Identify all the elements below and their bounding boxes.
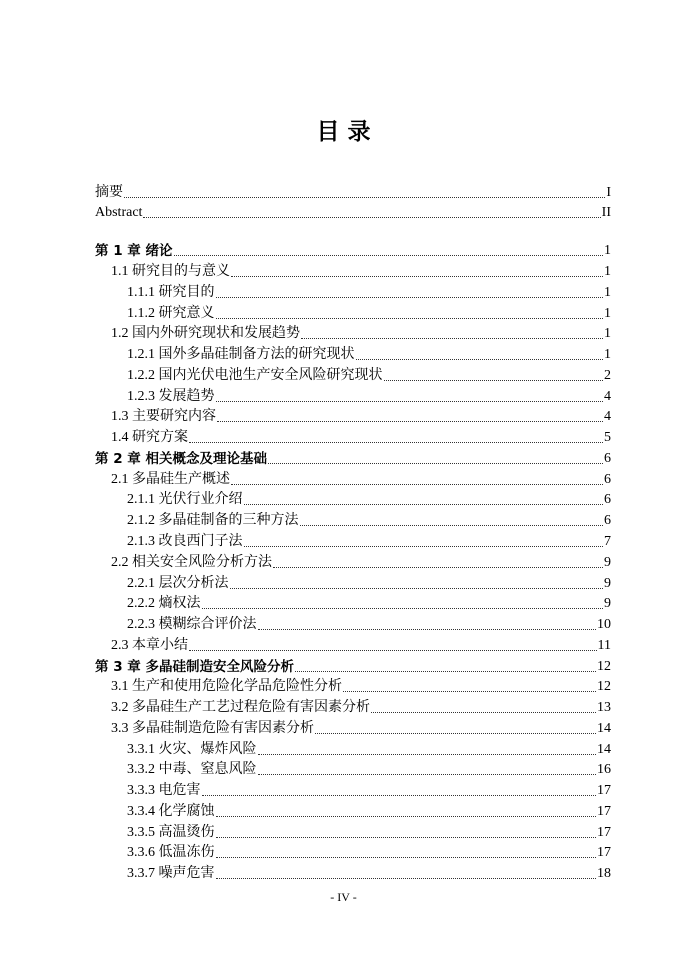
toc-entry-title: 1.3 主要研究内容 xyxy=(111,409,216,424)
toc-dot-leader xyxy=(244,503,604,505)
toc-entry-page: 6 xyxy=(604,513,611,528)
toc-entry-page: 18 xyxy=(597,866,611,881)
toc-dot-leader xyxy=(273,566,603,568)
toc-entry-page: 4 xyxy=(604,389,611,404)
toc-entry-page: 7 xyxy=(604,534,611,549)
toc-entry[interactable] xyxy=(127,531,611,551)
toc-entry[interactable] xyxy=(127,614,611,634)
toc-entry-title: 3.3.7 噪声危害 xyxy=(127,866,215,881)
toc-entry[interactable] xyxy=(127,780,611,800)
toc-entry-title: 3.3.1 火灾、爆炸风险 xyxy=(127,742,257,757)
toc-entry[interactable] xyxy=(127,822,611,842)
toc-dot-leader xyxy=(300,524,604,526)
toc-entry-title: 1.2.1 国外多晶硅制备方法的研究现状 xyxy=(127,347,355,362)
toc-dot-leader xyxy=(315,732,596,734)
toc-entry-page: 5 xyxy=(604,430,611,445)
toc-entry[interactable] xyxy=(127,365,611,385)
toc-entry-page: 17 xyxy=(597,783,611,798)
toc-entry-page: 9 xyxy=(604,596,611,611)
toc-dot-leader xyxy=(231,483,603,485)
toc-entry-title: Abstract xyxy=(95,205,143,220)
toc-entry[interactable] xyxy=(95,448,611,468)
toc-entry[interactable] xyxy=(127,842,611,862)
toc-entry[interactable] xyxy=(111,427,611,447)
toc-entry[interactable] xyxy=(111,635,611,655)
toc-entry[interactable] xyxy=(111,552,611,572)
toc-dot-leader xyxy=(244,545,604,547)
toc-entry-title: 1.2.2 国内光伏电池生产安全风险研究现状 xyxy=(127,368,383,383)
toc-entry-page: 6 xyxy=(604,492,611,507)
toc-entry[interactable] xyxy=(111,406,611,426)
toc-dot-leader xyxy=(202,794,597,796)
toc-entry-page: 14 xyxy=(597,742,611,757)
toc-entry[interactable] xyxy=(127,303,611,323)
toc-dot-leader xyxy=(189,441,603,443)
toc-entry-title: 3.3.5 高温烫伤 xyxy=(127,825,215,840)
toc-dot-leader xyxy=(189,649,597,651)
toc-entry-page: I xyxy=(606,185,611,200)
toc-dot-leader xyxy=(258,753,597,755)
toc-dot-leader xyxy=(216,836,597,838)
toc-entry-title: 摘要 xyxy=(95,185,123,200)
toc-dot-leader xyxy=(258,773,597,775)
toc-entry-page: 17 xyxy=(597,845,611,860)
toc-entry-page: 11 xyxy=(597,638,611,653)
toc-entry-page: 17 xyxy=(597,804,611,819)
toc-entry[interactable] xyxy=(95,182,611,202)
toc-dot-leader xyxy=(371,711,596,713)
toc-entry-title: 1.4 研究方案 xyxy=(111,430,188,445)
toc-dot-leader xyxy=(301,337,603,339)
toc-entry-title: 3.1 生产和使用危险化学品危险性分析 xyxy=(111,679,342,694)
toc-entry-title: 2.3 本章小结 xyxy=(111,638,188,653)
toc-entry[interactable] xyxy=(127,386,611,406)
toc-entry-page: 12 xyxy=(597,679,611,694)
page-title: 目 录 xyxy=(316,119,371,145)
toc-dot-leader xyxy=(356,358,604,360)
toc-entry-page: 1 xyxy=(604,285,611,300)
toc-dot-leader xyxy=(217,420,603,422)
toc-entry-page: 4 xyxy=(604,409,611,424)
toc-entry[interactable] xyxy=(95,240,611,260)
toc-entry-title: 3.3.4 化学腐蚀 xyxy=(127,804,215,819)
toc-entry-page: II xyxy=(601,205,611,220)
toc-entry[interactable] xyxy=(111,676,611,696)
toc-dot-leader xyxy=(216,877,597,879)
toc-entry-title: 3.3 多晶硅制造危险有害因素分析 xyxy=(111,721,314,736)
toc-dot-leader xyxy=(216,856,597,858)
toc-entry-page: 1 xyxy=(604,243,611,258)
toc-entry-title: 1.1 研究目的与意义 xyxy=(111,264,230,279)
toc-entry-title: 3.3.6 低温冻伤 xyxy=(127,845,215,860)
toc-entry-title: 2.1.2 多晶硅制备的三种方法 xyxy=(127,513,299,528)
toc-entry-title: 2.2 相关安全风险分析方法 xyxy=(111,555,272,570)
toc-entry[interactable] xyxy=(111,323,611,343)
toc-entry[interactable] xyxy=(127,510,611,530)
toc-dot-leader xyxy=(216,296,604,298)
toc-entry-title: 第 3 章 多晶硅制造安全风险分析 xyxy=(95,659,294,675)
toc-entry-page: 9 xyxy=(604,576,611,591)
toc-entry[interactable] xyxy=(127,593,611,613)
toc-dot-leader xyxy=(268,462,603,464)
toc-entry-page: 2 xyxy=(604,368,611,383)
toc-entry-page: 1 xyxy=(604,347,611,362)
toc-entry-page: 12 xyxy=(597,659,611,674)
toc-entry-title: 2.2.2 熵权法 xyxy=(127,596,201,611)
toc-entry[interactable] xyxy=(127,801,611,821)
toc-dot-leader xyxy=(124,196,605,198)
toc-dot-leader xyxy=(258,628,597,630)
toc-entry[interactable] xyxy=(111,697,611,717)
toc-dot-leader xyxy=(202,607,604,609)
toc-entry-title: 2.2.1 层次分析法 xyxy=(127,576,229,591)
toc-entry-page: 16 xyxy=(597,762,611,777)
toc-entry-page: 1 xyxy=(604,326,611,341)
toc-entry-title: 3.3.2 中毒、窒息风险 xyxy=(127,762,257,777)
toc-dot-leader xyxy=(216,317,604,319)
toc-dot-leader xyxy=(216,400,604,402)
toc-dot-leader xyxy=(295,670,596,672)
toc-entry[interactable] xyxy=(127,489,611,509)
toc-entry-page: 13 xyxy=(597,700,611,715)
toc-dot-leader xyxy=(231,275,603,277)
toc-entry-title: 2.1.1 光伏行业介绍 xyxy=(127,492,243,507)
toc-entry-title: 3.2 多晶硅生产工艺过程危险有害因素分析 xyxy=(111,700,370,715)
toc-entry-title: 3.3.3 电危害 xyxy=(127,783,201,798)
toc-dot-leader xyxy=(143,216,600,218)
toc-entry-title: 2.2.3 模糊综合评价法 xyxy=(127,617,257,632)
toc-entry-page: 17 xyxy=(597,825,611,840)
toc-dot-leader xyxy=(216,815,597,817)
toc-entry-page: 6 xyxy=(604,472,611,487)
toc-entry-title: 1.2 国内外研究现状和发展趋势 xyxy=(111,326,300,341)
toc-entry-title: 1.1.1 研究目的 xyxy=(127,285,215,300)
toc-entry[interactable] xyxy=(127,863,611,883)
toc-entry-page: 10 xyxy=(597,617,611,632)
toc-entry-page: 1 xyxy=(604,306,611,321)
toc-entry-title: 1.2.3 发展趋势 xyxy=(127,389,215,404)
toc-entry[interactable] xyxy=(127,282,611,302)
toc-entry[interactable] xyxy=(127,573,611,593)
toc-entry-title: 第 2 章 相关概念及理论基础 xyxy=(95,451,267,467)
toc-entry-title: 2.1 多晶硅生产概述 xyxy=(111,472,230,487)
toc-entry[interactable] xyxy=(127,344,611,364)
toc-entry-title: 2.1.3 改良西门子法 xyxy=(127,534,243,549)
toc-entry[interactable] xyxy=(111,261,611,281)
toc-entry[interactable] xyxy=(127,759,611,779)
toc-entry-page: 1 xyxy=(604,264,611,279)
toc-entry[interactable] xyxy=(111,718,611,738)
toc-entry[interactable] xyxy=(127,739,611,759)
toc-entry[interactable] xyxy=(111,469,611,489)
toc-entry-page: 6 xyxy=(604,451,611,466)
toc-entry-title: 1.1.2 研究意义 xyxy=(127,306,215,321)
toc-dot-leader xyxy=(384,379,604,381)
toc-entry-title: 第 1 章 绪论 xyxy=(95,243,173,259)
toc-entry[interactable] xyxy=(95,656,611,676)
toc-dot-leader xyxy=(230,587,604,589)
page-number-footer: - IV - xyxy=(330,890,357,904)
toc-entry-page: 14 xyxy=(597,721,611,736)
toc-entry-page: 9 xyxy=(604,555,611,570)
toc-entry[interactable] xyxy=(95,202,611,222)
toc-dot-leader xyxy=(343,690,596,692)
toc-dot-leader xyxy=(174,254,604,256)
